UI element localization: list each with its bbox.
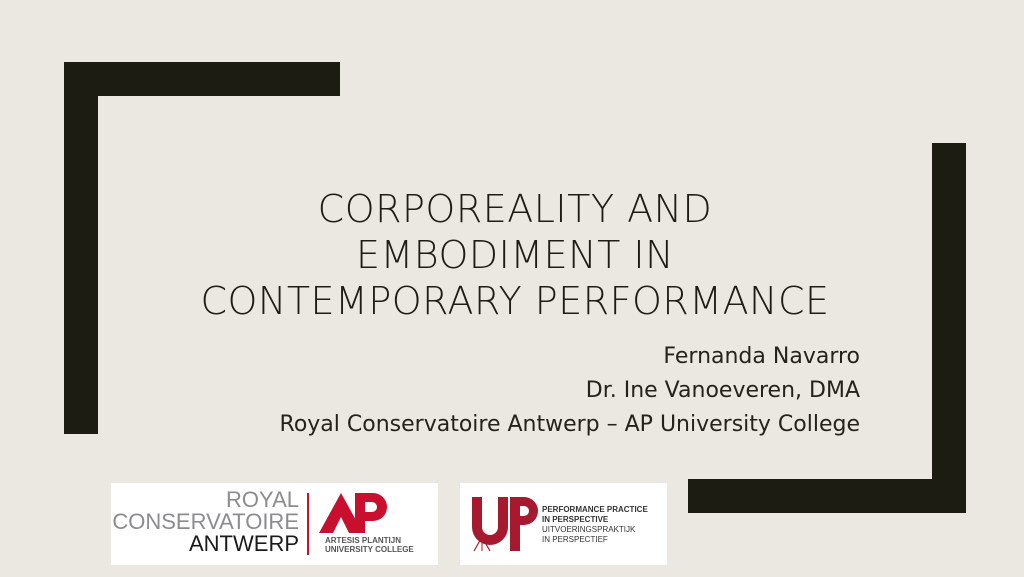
title-line: EMBODIMENT IN — [355, 233, 675, 277]
up-logo-icon — [470, 493, 538, 555]
logo-divider — [307, 493, 309, 555]
title-line: CONTEMPORARY PERFORMANCE — [200, 279, 830, 323]
rca-wordmark: ROYAL CONSERVATOIRE ANTWERP — [112, 487, 299, 556]
title-line: CORPOREALITY AND — [317, 187, 713, 231]
top-left-bracket-horizontal — [64, 62, 340, 96]
up-wordmark: PERFORMANCE PRACTICE IN PERSPECTIVE UITVOERINGSPRAKTIJK IN PERSPECTIEF — [542, 505, 648, 544]
rca-ap-logo — [111, 483, 438, 565]
top-left-bracket-vertical — [64, 62, 98, 434]
slide-subtitle — [280, 340, 860, 442]
slide-title — [150, 186, 880, 324]
supervisor-name: Dr. Ine Vanoeveren, DMA — [585, 378, 860, 403]
author-name: Fernanda Navarro — [663, 344, 860, 369]
ap-logo-icon — [319, 491, 389, 535]
bottom-right-bracket-horizontal — [688, 479, 966, 513]
bottom-right-bracket-vertical — [932, 143, 966, 513]
institution-name: Royal Conservatoire Antwerp – AP University College — [279, 412, 860, 437]
ap-subtitle: ARTESIS PLANTIJN UNIVERSITY COLLEGE — [325, 536, 414, 554]
up-logo — [460, 483, 667, 565]
